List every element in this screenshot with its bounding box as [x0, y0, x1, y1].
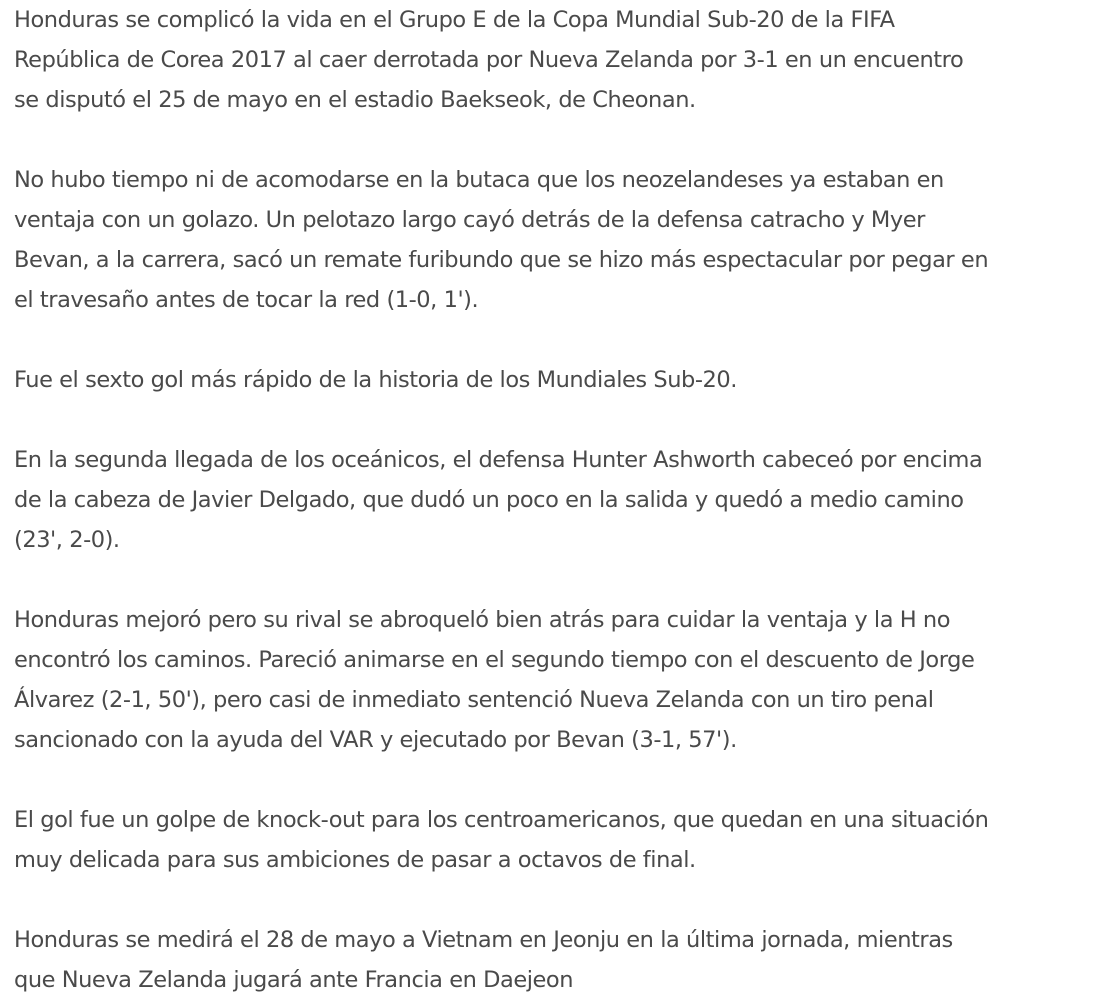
paragraph-line: se disputó el 25 de mayo en el estadio Baekseok, de Cheonan.	[14, 87, 696, 113]
paragraph-2	[14, 160, 1104, 320]
paragraph-line: El gol fue un golpe de knock-out para los centroamericanos, que quedan en una situación	[14, 807, 989, 833]
paragraph-line: de la cabeza de Javier Delgado, que dudó un poco en la salida y quedó a medio camino	[14, 487, 964, 513]
paragraph-line: Honduras se medirá el 28 de mayo a Vietnam en Jeonju en la última jornada, mientras	[14, 927, 953, 953]
paragraph-5	[14, 600, 1104, 760]
paragraph-line: República de Corea 2017 al caer derrotada por Nueva Zelanda por 3-1 en un encuentro	[14, 47, 964, 73]
paragraph-line: que Nueva Zelanda jugará ante Francia en Daejeon	[14, 967, 574, 993]
paragraph-6	[14, 800, 1104, 880]
paragraph-line: muy delicada para sus ambiciones de pasar a octavos de final.	[14, 847, 696, 873]
paragraph-line: el travesaño antes de tocar la red (1-0, 1').	[14, 287, 479, 313]
paragraph-line: Honduras se complicó la vida en el Grupo E de la Copa Mundial Sub-20 de la FIFA	[14, 7, 895, 33]
paragraph-line: encontró los caminos. Pareció animarse en el segundo tiempo con el descuento de Jorge	[14, 647, 975, 673]
paragraph-line: Honduras mejoró pero su rival se abroqueló bien atrás para cuidar la ventaja y la H no	[14, 607, 951, 633]
paragraph-1	[14, 0, 1104, 120]
paragraph-line: ventaja con un golazo. Un pelotazo largo cayó detrás de la defensa catracho y Myer	[14, 207, 925, 233]
paragraph-line: Álvarez (2-1, 50'), pero casi de inmediato sentenció Nueva Zelanda con un tiro penal	[14, 687, 934, 713]
paragraph-line: No hubo tiempo ni de acomodarse en la butaca que los neozelandeses ya estaban en	[14, 167, 944, 193]
paragraph-line: Bevan, a la carrera, sacó un remate furibundo que se hizo más espectacular por pegar en	[14, 247, 989, 273]
paragraph-3	[14, 360, 1104, 400]
paragraph-line: En la segunda llegada de los oceánicos, el defensa Hunter Ashworth cabeceó por encima	[14, 447, 983, 473]
paragraph-line: sancionado con la ayuda del VAR y ejecutado por Bevan (3-1, 57').	[14, 727, 737, 753]
paragraph-7	[14, 920, 1104, 1000]
paragraph-line: Fue el sexto gol más rápido de la historia de los Mundiales Sub-20.	[14, 367, 737, 393]
paragraph-line: (23', 2-0).	[14, 527, 120, 553]
paragraph-4	[14, 440, 1104, 560]
article-body	[14, 0, 1104, 1000]
